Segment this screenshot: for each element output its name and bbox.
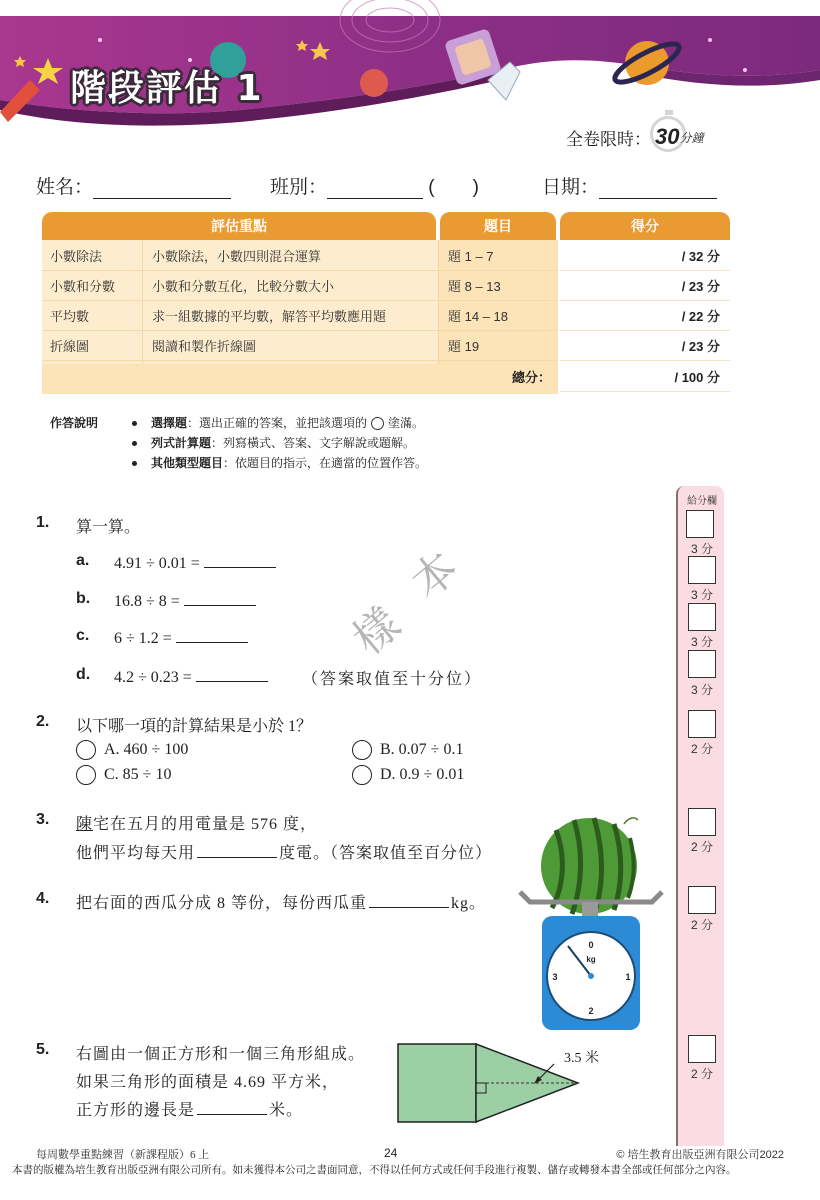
publisher-copyright: © 培生教育出版亞洲有限公司2022 bbox=[616, 1149, 784, 1161]
question-part-a bbox=[114, 552, 276, 573]
sample-watermark: 樣 bbox=[343, 597, 411, 666]
question-number: 5. bbox=[36, 1041, 50, 1058]
question-text-line1: 右圖由一個正方形和一個三角形組成。 bbox=[76, 1046, 366, 1063]
instruction-type: 其他類型題目 bbox=[151, 456, 224, 470]
header-questions: 題目 bbox=[440, 212, 556, 240]
scale-mark-3: 3 bbox=[552, 972, 558, 982]
bullet-icon bbox=[132, 421, 137, 426]
question-text-line2 bbox=[76, 840, 492, 863]
answer-blank[interactable] bbox=[176, 627, 248, 643]
score-box-q1a[interactable] bbox=[686, 510, 714, 538]
book-title: 每周數學重點練習（新課程版）6 上 bbox=[36, 1149, 210, 1161]
scale-mark-1: 1 bbox=[625, 972, 631, 982]
question-text: 他們平均每天用 bbox=[76, 845, 196, 862]
part-label: d. bbox=[76, 666, 91, 683]
instruction-type: 選擇題 bbox=[151, 416, 188, 430]
date-label: 日期： bbox=[542, 177, 600, 198]
square-shape bbox=[398, 1044, 476, 1122]
part-label: b. bbox=[76, 590, 91, 607]
answer-blank[interactable] bbox=[369, 892, 449, 908]
expression: 4.91 ÷ 0.01 = bbox=[114, 555, 200, 572]
instruction-text: ：列寫橫式、答案、文字解說或題解。 bbox=[211, 436, 416, 450]
topic-detail: 求一組數據的平均數，解答平均數應用題 bbox=[152, 309, 387, 324]
question-part-c bbox=[114, 627, 248, 648]
red-planet-icon bbox=[360, 69, 388, 97]
question-range: 題 1 – 7 bbox=[448, 249, 494, 264]
question-number: 2. bbox=[36, 713, 50, 730]
table-row bbox=[42, 242, 732, 272]
score-box-q1b[interactable] bbox=[688, 556, 716, 584]
instruction-text: 塗滿。 bbox=[388, 416, 425, 430]
score-cell[interactable]: / 32 分 bbox=[560, 242, 730, 271]
class-field[interactable] bbox=[270, 172, 479, 199]
proper-name: 陳 bbox=[76, 816, 94, 833]
topic: 平均數 bbox=[50, 309, 90, 324]
header-assessment-focus: 評估重點 bbox=[42, 212, 436, 240]
question-range: 題 8 – 13 bbox=[448, 279, 501, 294]
expression: 6 ÷ 1.2 = bbox=[114, 630, 172, 647]
question-range: 題 14 – 18 bbox=[448, 309, 508, 324]
score-cell[interactable]: / 22 分 bbox=[560, 302, 730, 331]
total-label: 總分： bbox=[512, 370, 552, 385]
answer-blank[interactable] bbox=[197, 1099, 267, 1115]
question-number: 1. bbox=[36, 514, 50, 531]
question-text: 算一算。 bbox=[76, 519, 141, 536]
question-text bbox=[76, 890, 486, 913]
option-d-radio[interactable] bbox=[352, 765, 372, 785]
instruction-type: 列式計算題 bbox=[151, 436, 212, 450]
topic-detail: 小數和分數互化，比較分數大小 bbox=[152, 279, 335, 294]
scale-unit: kg bbox=[586, 955, 596, 964]
answer-blank[interactable] bbox=[197, 842, 277, 858]
page-number: 24 bbox=[384, 1146, 398, 1160]
option-c-radio[interactable] bbox=[76, 765, 96, 785]
topic-detail: 小數除法，小數四則混合運算 bbox=[152, 249, 322, 264]
name-field[interactable] bbox=[36, 172, 231, 199]
question-text: 以下哪一項的計算結果是小於 1？ bbox=[76, 718, 313, 735]
class-number-paren-open: ( bbox=[428, 177, 435, 198]
score-cell[interactable]: / 23 分 bbox=[560, 272, 730, 301]
scale-icon bbox=[520, 892, 662, 1030]
class-blank[interactable] bbox=[327, 179, 423, 199]
instruction-item bbox=[132, 454, 427, 471]
assessment-score-table bbox=[42, 212, 732, 394]
points-label: 2 分 bbox=[690, 1067, 713, 1081]
date-field[interactable] bbox=[542, 172, 717, 199]
points-label: 2 分 bbox=[690, 918, 713, 932]
class-number-paren-close: ) bbox=[472, 177, 479, 198]
header-score: 得分 bbox=[560, 212, 730, 240]
bullet-icon bbox=[132, 461, 137, 466]
option-c-label[interactable]: C. 85 ÷ 10 bbox=[104, 766, 172, 783]
points-label: 2 分 bbox=[690, 840, 713, 854]
question-part-d bbox=[114, 666, 268, 687]
instruction-text: ：選出正確的答案，並把該選項的 bbox=[187, 416, 368, 430]
sample-watermark: 本 bbox=[401, 541, 469, 610]
option-a-radio[interactable] bbox=[76, 740, 96, 760]
instructions-title: 作答說明 bbox=[50, 416, 99, 430]
table-total-row bbox=[42, 363, 732, 393]
class-label: 班別： bbox=[270, 177, 328, 198]
scale-mark-2: 2 bbox=[588, 1006, 594, 1016]
figure-label: 3.5 米 bbox=[564, 1051, 599, 1066]
score-box-q5[interactable] bbox=[688, 1035, 716, 1063]
question-text: 把右面的西瓜分成 8 等份，每份西瓜重 bbox=[76, 895, 368, 912]
question-text-line2: 如果三角形的面積是 4.69 平方米， bbox=[76, 1074, 340, 1091]
topic: 小數和分數 bbox=[50, 279, 116, 294]
question-part-b bbox=[114, 590, 256, 611]
table-row bbox=[42, 272, 732, 302]
question-text: kg。 bbox=[451, 895, 487, 912]
date-blank[interactable] bbox=[599, 179, 717, 199]
answer-blank[interactable] bbox=[204, 552, 276, 568]
time-limit bbox=[566, 124, 704, 150]
part-label: a. bbox=[76, 552, 90, 569]
option-a-label[interactable]: A. 460 ÷ 100 bbox=[104, 741, 189, 758]
score-column bbox=[676, 486, 724, 1146]
topic: 折線圖 bbox=[50, 339, 90, 354]
question-text: 宅在五月的用電量是 576 度， bbox=[93, 816, 318, 833]
question-range: 題 19 bbox=[448, 339, 480, 354]
name-label: 姓名： bbox=[36, 177, 94, 198]
instruction-item bbox=[132, 434, 415, 451]
part-label: c. bbox=[76, 627, 90, 644]
score-box-q1c[interactable] bbox=[688, 603, 716, 631]
header-banner bbox=[0, 0, 820, 140]
answer-blank[interactable] bbox=[196, 666, 268, 682]
total-score-cell[interactable]: / 100 分 bbox=[560, 363, 730, 392]
points-label: 3 分 bbox=[690, 635, 713, 649]
expression: 4.2 ÷ 0.23 = bbox=[114, 669, 192, 686]
option-d-label[interactable]: D. 0.9 ÷ 0.01 bbox=[380, 766, 465, 783]
question-text-line3 bbox=[76, 1097, 303, 1120]
score-box-q1d[interactable] bbox=[688, 650, 716, 678]
score-box-q2[interactable] bbox=[688, 710, 716, 738]
copyright-notice: 本書的版權為培生教育出版亞洲有限公司所有。如未獲得本公司之書面同意，不得以任何方式或任何手段進行複製、儲存或轉發本書全部或任何部分之內容。 bbox=[12, 1164, 737, 1176]
question-number: 3. bbox=[36, 811, 50, 828]
scale-mark-0: 0 bbox=[588, 940, 594, 950]
question-text: 度電。（答案取值至百分位） bbox=[279, 845, 493, 862]
instruction-text: ：依題目的指示，在適當的位置作答。 bbox=[223, 456, 428, 470]
option-b-label[interactable]: B. 0.07 ÷ 0.1 bbox=[380, 741, 464, 758]
question-number: 4. bbox=[36, 890, 50, 907]
answer-blank[interactable] bbox=[184, 590, 256, 606]
topic-detail: 閱讀和製作折線圖 bbox=[152, 339, 257, 354]
option-b-radio[interactable] bbox=[352, 740, 372, 760]
question-text: 米。 bbox=[269, 1102, 304, 1119]
bullet-icon bbox=[132, 441, 137, 446]
points-label: 3 分 bbox=[690, 542, 713, 556]
points-label: 2 分 bbox=[690, 742, 713, 756]
question-text-line1 bbox=[76, 811, 317, 834]
question-text: 正方形的邊長是 bbox=[76, 1102, 196, 1119]
score-column-title: 給分欄 bbox=[687, 496, 717, 507]
rounding-note: （答案取值至十分位） bbox=[302, 671, 483, 688]
instruction-item bbox=[132, 414, 424, 431]
score-box-q3[interactable] bbox=[688, 808, 716, 836]
square-triangle-figure bbox=[396, 1040, 616, 1130]
score-box-q4[interactable] bbox=[688, 886, 716, 914]
table-row bbox=[42, 302, 732, 332]
time-limit-label: 全卷限時： bbox=[566, 129, 651, 149]
time-limit-value: 30 bbox=[655, 124, 680, 149]
table-row bbox=[42, 332, 732, 362]
time-limit-unit: 分鐘 bbox=[679, 130, 704, 145]
expression: 16.8 ÷ 8 = bbox=[114, 593, 180, 610]
name-blank[interactable] bbox=[93, 179, 231, 199]
points-label: 3 分 bbox=[690, 588, 713, 602]
topic: 小數除法 bbox=[50, 249, 103, 264]
circle-icon bbox=[371, 417, 384, 430]
points-label: 3 分 bbox=[690, 683, 713, 697]
score-cell[interactable]: / 23 分 bbox=[560, 332, 730, 361]
watermelon-on-scale-illustration bbox=[516, 816, 666, 1032]
page-title: 階段評估 1 bbox=[70, 68, 264, 109]
